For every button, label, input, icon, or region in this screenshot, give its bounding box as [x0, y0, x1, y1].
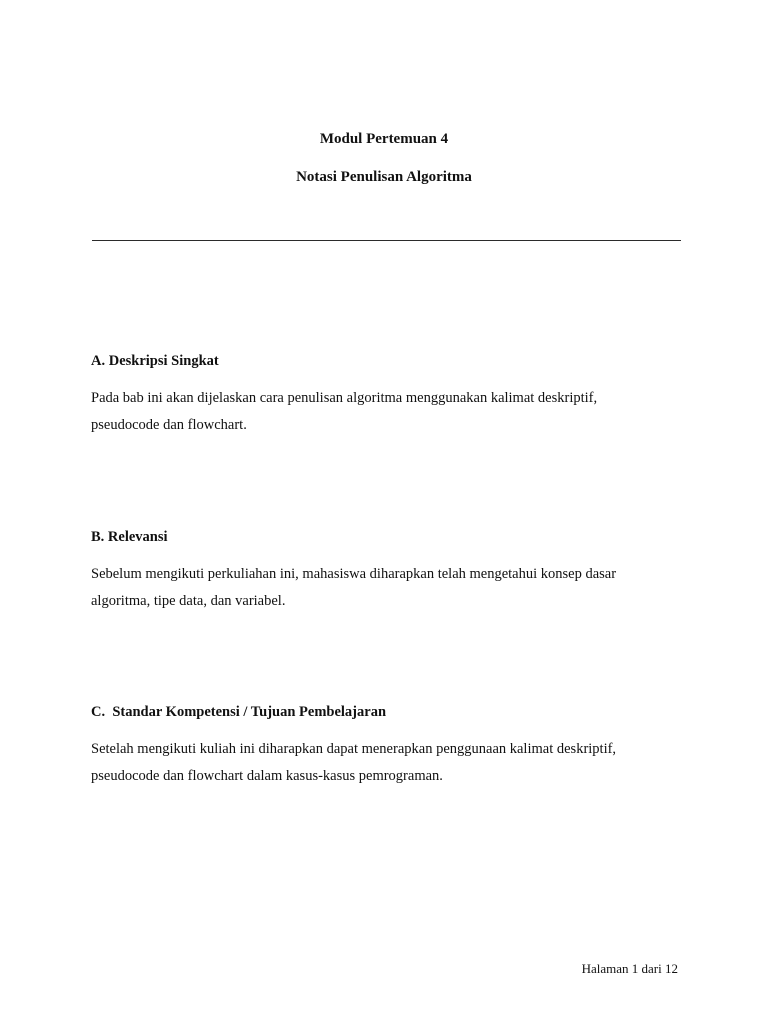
section-heading-standar-kompetensi: C. Standar Kompetensi / Tujuan Pembelajaran: [91, 704, 387, 720]
section-paragraph-standar-kompetensi: [91, 736, 691, 790]
module-title: Modul Pertemuan 4: [319, 131, 449, 147]
horizontal-divider: [92, 240, 681, 241]
paragraph-line: Setelah mengikuti kuliah ini diharapkan dapat menerapkan penggunaan kalimat deskriptif,: [91, 741, 617, 757]
paragraph-line: algoritma, tipe data, dan variabel.: [91, 593, 286, 609]
section-heading-deskripsi: A. Deskripsi Singkat: [91, 353, 219, 369]
module-subtitle: Notasi Penulisan Algoritma: [296, 169, 472, 185]
paragraph-line: pseudocode dan flowchart.: [91, 417, 247, 433]
paragraph-line: pseudocode dan flowchart dalam kasus-kasus pemrograman.: [91, 768, 443, 784]
paragraph-line: Pada bab ini akan dijelaskan cara penulisan algoritma menggunakan kalimat deskriptif,: [91, 390, 598, 406]
section-paragraph-relevansi: [91, 561, 691, 615]
section-heading-relevansi: B. Relevansi: [91, 529, 168, 545]
page-number: Halaman 1 dari 12: [581, 961, 678, 976]
paragraph-line: Sebelum mengikuti perkuliahan ini, mahasiswa diharapkan telah mengetahui konsep dasar: [91, 566, 617, 582]
section-paragraph-deskripsi: [91, 385, 691, 439]
